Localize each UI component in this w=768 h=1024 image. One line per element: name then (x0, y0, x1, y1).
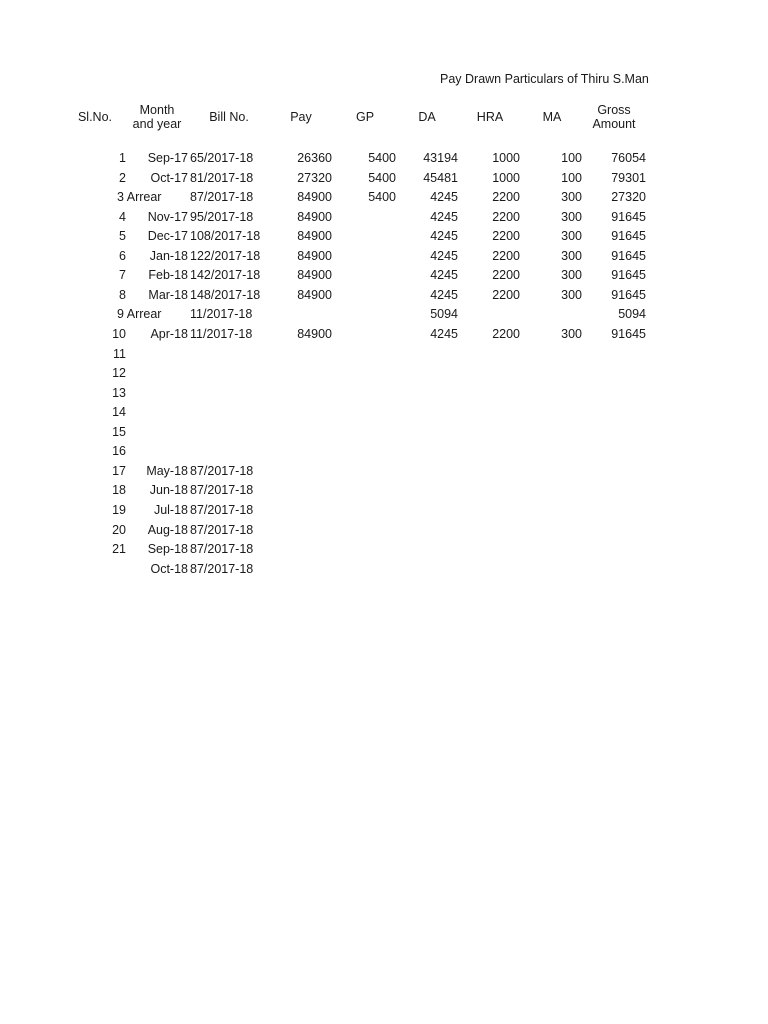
header-hra-label: HRA (476, 110, 504, 124)
cell-ma: 300 (561, 268, 582, 283)
cell-gross: 27320 (611, 190, 646, 205)
cell-da: 4245 (430, 287, 458, 302)
header-slno-label: Sl.No. (77, 110, 113, 124)
cell-bill: 87/2017-18 (190, 190, 254, 205)
cell-sl: 4 (119, 209, 126, 224)
cell-sl: 14 (112, 405, 126, 420)
cell-bill: 148/2017-18 (190, 287, 261, 302)
cell-da: 4245 (430, 268, 458, 283)
cell-hra: 1000 (492, 170, 520, 185)
cell-sl: 13 (112, 385, 126, 400)
cell-bill: 122/2017-18 (190, 248, 261, 263)
cell-month: Oct-17 (150, 170, 188, 185)
header-da-label: DA (418, 110, 436, 124)
cell-hra: 2200 (492, 268, 520, 283)
cell-hra: 2200 (492, 190, 520, 205)
header-month-line1: Month (139, 103, 175, 117)
cell-pay: 84900 (297, 248, 332, 263)
cell-sl: 16 (112, 444, 126, 459)
header-gp-label: GP (355, 110, 375, 124)
cell-bill: 81/2017-18 (190, 170, 254, 185)
cell-sl: 6 (119, 248, 126, 263)
header-bill (200, 110, 258, 124)
cell-gross: 91645 (611, 248, 646, 263)
cell-bill: 11/2017-18 (190, 307, 253, 322)
header-gp (350, 110, 380, 124)
cell-da: 4245 (430, 190, 458, 205)
cell-bill: 108/2017-18 (190, 229, 261, 244)
cell-da: 5094 (430, 307, 458, 322)
cell-ma: 300 (561, 229, 582, 244)
cell-hra: 2200 (492, 327, 520, 341)
cell-hra: 2200 (492, 229, 520, 244)
cell-bill: 11/2017-18 (190, 327, 253, 341)
cell-pay: 84900 (297, 190, 332, 205)
cell-da: 4245 (430, 248, 458, 263)
cell-bill: 87/2017-18 (190, 542, 254, 556)
cell-month: Jul-18 (153, 502, 188, 517)
header-month-line2: and year (132, 117, 182, 131)
cell-sl: 9 Arrear (117, 307, 162, 322)
cell-bill: 87/2017-18 (190, 522, 254, 537)
cell-da: 4245 (430, 209, 458, 224)
cell-bill: 87/2017-18 (190, 463, 254, 478)
cell-ma: 100 (561, 170, 582, 185)
cell-gp: 5400 (368, 190, 396, 205)
cell-hra: 2200 (492, 248, 520, 263)
cell-month: Sep-18 (147, 542, 188, 556)
cell-sl: 21 (112, 542, 126, 556)
cell-sl: 5 (119, 229, 126, 244)
header-slno (72, 110, 118, 124)
cell-sl: 8 (119, 287, 126, 302)
header-month (127, 103, 187, 131)
cell-gross: 5094 (618, 307, 646, 322)
cell-ma: 300 (561, 287, 582, 302)
cell-month: Jan-18 (149, 248, 188, 263)
cell-hra: 2200 (492, 287, 520, 302)
cell-pay: 27320 (297, 170, 332, 185)
cell-sl: 11 (113, 346, 126, 361)
cell-sl: 3 Arrear (117, 190, 162, 205)
cell-gp: 5400 (368, 151, 396, 165)
cell-bill: 87/2017-18 (190, 502, 254, 517)
cell-sl: 17 (112, 463, 126, 478)
cell-month: Jun-18 (149, 483, 188, 498)
cell-ma: 300 (561, 190, 582, 205)
page-title: Pay Drawn Particulars of Thiru S.Man (440, 72, 649, 86)
cell-pay: 84900 (297, 287, 332, 302)
cell-sl: 12 (112, 366, 126, 381)
header-hra (472, 110, 508, 124)
header-ma-label: MA (542, 110, 562, 124)
cell-ma: 300 (561, 209, 582, 224)
header-pay-label: Pay (290, 110, 312, 124)
header-gross-line2: Amount (592, 117, 636, 131)
cell-gross: 91645 (611, 229, 646, 244)
cell-ma: 300 (561, 248, 582, 263)
cell-da: 4245 (430, 327, 458, 341)
cell-sl: 7 (119, 268, 126, 283)
cell-gross: 91645 (611, 327, 646, 341)
header-ma (536, 110, 568, 124)
cell-da: 4245 (430, 229, 458, 244)
cell-pay: 84900 (297, 327, 332, 341)
cell-gross: 91645 (611, 209, 646, 224)
cell-gross: 91645 (611, 268, 646, 283)
header-da (412, 110, 442, 124)
cell-month: Apr-18 (150, 327, 188, 341)
cell-month: May-18 (146, 463, 188, 478)
cell-bill: 95/2017-18 (190, 209, 254, 224)
cell-month: Oct-18 (150, 561, 188, 576)
cell-gross: 79301 (611, 170, 646, 185)
cell-month: Feb-18 (148, 268, 188, 283)
cell-sl: 10 (112, 327, 126, 341)
cell-pay: 26360 (297, 151, 332, 165)
header-pay (282, 110, 320, 124)
cell-ma: 300 (561, 327, 582, 341)
cell-pay: 84900 (297, 229, 332, 244)
cell-bill: 142/2017-18 (190, 268, 261, 283)
cell-da: 43194 (423, 151, 458, 165)
header-bill-label: Bill No. (209, 110, 249, 124)
cell-pay: 84900 (297, 209, 332, 224)
cell-pay: 84900 (297, 268, 332, 283)
cell-month: Mar-18 (148, 287, 188, 302)
cell-month: Dec-17 (147, 229, 188, 244)
cell-hra: 1000 (492, 151, 520, 165)
cell-sl: 1 (119, 151, 126, 165)
header-gross-line1: Gross (597, 103, 631, 117)
cell-month: Aug-18 (147, 522, 188, 537)
cell-sl: 18 (112, 483, 126, 498)
cell-ma: 100 (561, 151, 582, 165)
cell-gp: 5400 (368, 170, 396, 185)
cell-bill: 87/2017-18 (190, 561, 254, 576)
cell-gross: 91645 (611, 287, 646, 302)
cell-hra: 2200 (492, 209, 520, 224)
cell-sl: 2 (119, 170, 126, 185)
cell-sl: 19 (112, 502, 126, 517)
header-gross (585, 103, 643, 131)
cell-bill: 65/2017-18 (190, 151, 254, 165)
cell-gross: 76054 (611, 151, 646, 165)
cell-bill: 87/2017-18 (190, 483, 254, 498)
cell-da: 45481 (423, 170, 458, 185)
cell-month: Sep-17 (147, 151, 188, 165)
cell-sl: 20 (112, 522, 126, 537)
cell-month: Nov-17 (147, 209, 188, 224)
cell-sl: 15 (112, 424, 126, 439)
